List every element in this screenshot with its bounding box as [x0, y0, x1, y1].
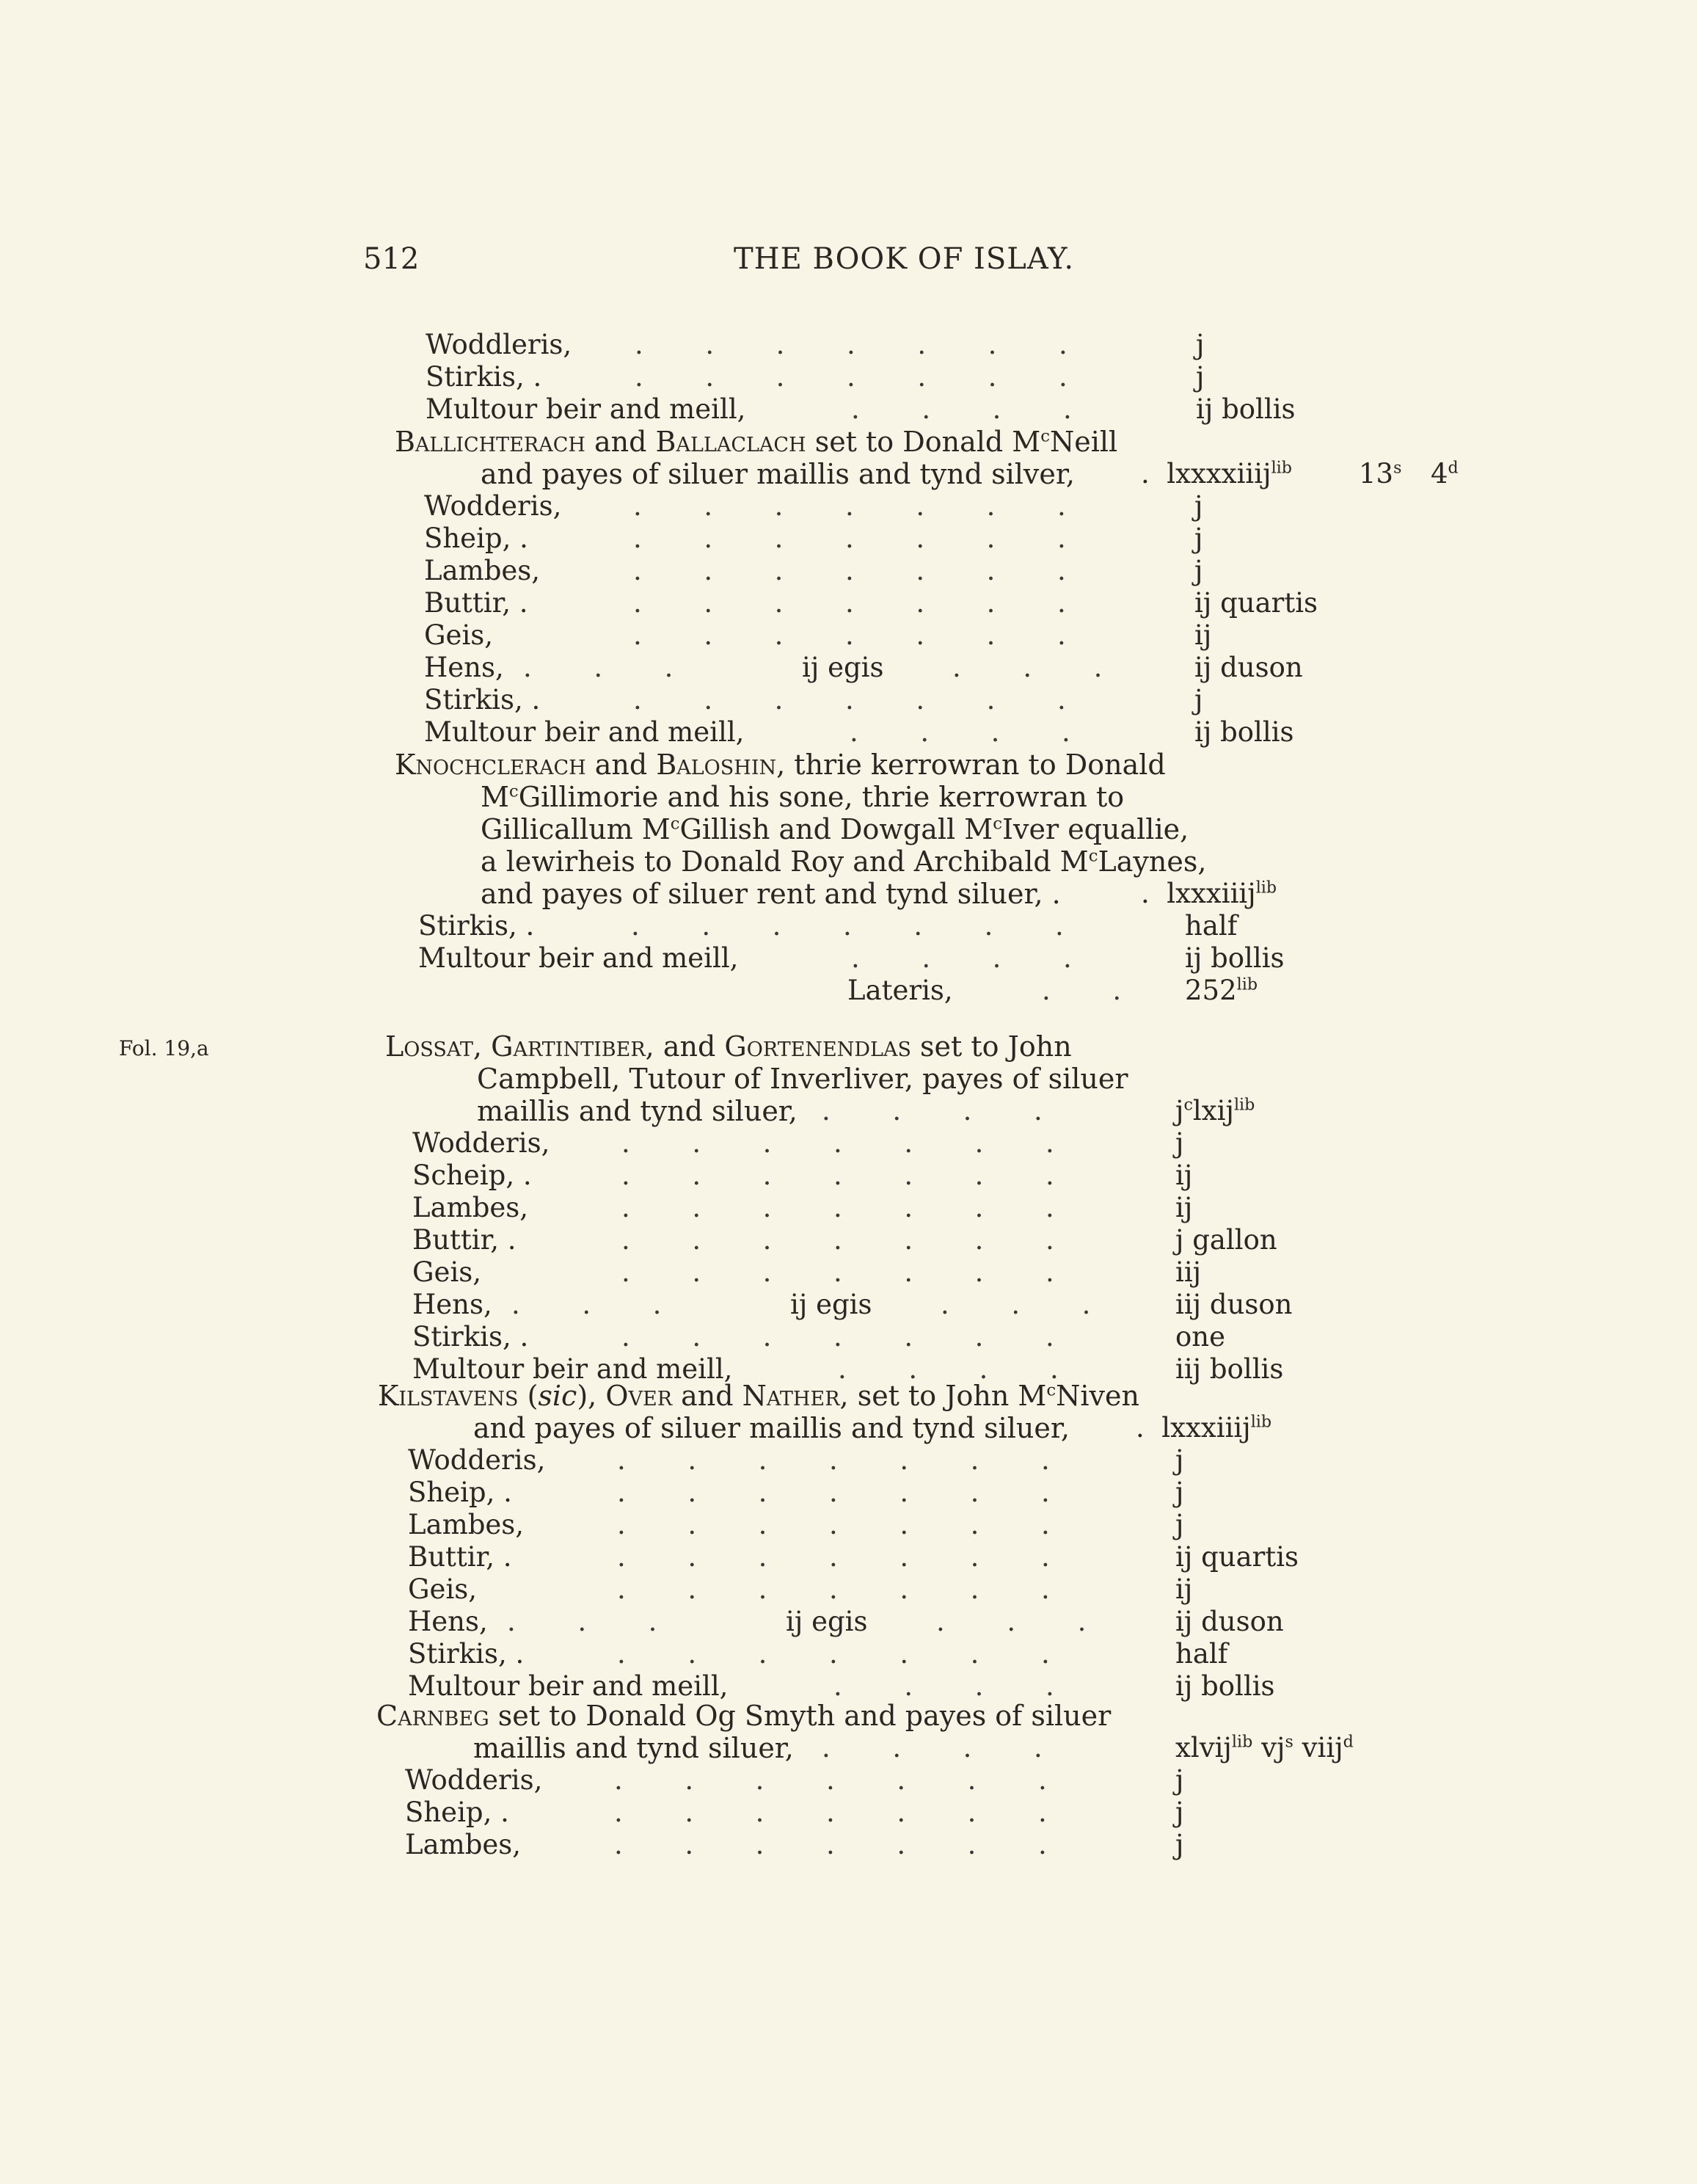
entry-value: iij bollis	[1175, 1353, 1284, 1385]
dot-leader: . . . .	[833, 1670, 1056, 1702]
dot-leader: . . . . . . .	[617, 1638, 1051, 1670]
dot-leader: . . . . . . .	[633, 587, 1068, 619]
dot-leader: . . . . . . .	[621, 1192, 1056, 1223]
entry-value: j	[1175, 1797, 1184, 1828]
entry-row	[412, 1127, 1219, 1160]
place-name: Carnbeg	[376, 1700, 489, 1732]
entry-heading-cont: maillis and tynd siluer,	[477, 1095, 798, 1127]
entry-row	[408, 1573, 1215, 1606]
entry-label: Multour beir and meill,	[424, 716, 745, 748]
entry-heading-cont: and payes of siluer maillis and tynd silver,	[481, 458, 1075, 490]
money-total: . lxxxiiij$^{lib}$	[1141, 878, 1277, 909]
entry-row	[424, 490, 1231, 523]
lateris-value: $252^{lib}$	[1185, 975, 1258, 1006]
entry-value: j	[1175, 1127, 1184, 1159]
page-number: 512	[363, 242, 420, 276]
entry-row	[408, 1477, 1215, 1509]
entry-label: Buttir, .	[424, 587, 528, 619]
entry-label: Stirkis, .	[418, 910, 535, 942]
entry-label: Hens,	[408, 1606, 488, 1637]
entry-label: Geis,	[424, 619, 494, 651]
entry-row	[408, 1638, 1228, 1670]
dot-leader: . . .	[511, 1289, 663, 1320]
entry-label: Lambes,	[424, 555, 541, 586]
entry-row	[405, 1764, 1212, 1797]
dot-leader: . . . . . . .	[621, 1160, 1056, 1191]
entry-row	[412, 1321, 1226, 1353]
entry-value: j gallon	[1175, 1224, 1277, 1256]
dot-leader: . . . . . . .	[633, 490, 1068, 522]
dot-leader: . . . . . . .	[617, 1509, 1051, 1540]
lateris-row: Lateris, . . $252^{lib}$	[847, 975, 1258, 1006]
entry-label: Wodderis,	[405, 1764, 543, 1796]
entry-value: j	[1175, 1444, 1184, 1476]
entry-value: j	[1175, 1509, 1184, 1540]
entry-label: Sheip, .	[424, 523, 528, 554]
entry-value: j	[1175, 1764, 1184, 1796]
dot-leader: . . . . . . .	[614, 1797, 1048, 1828]
entry-row	[405, 1797, 1212, 1829]
dot-leader: . . . .	[850, 716, 1072, 748]
entry-row: Stirkis, . . . . . . . . half	[418, 910, 1238, 942]
place-name: Ballaclach	[655, 426, 806, 458]
dot-leader: . . . . . . .	[614, 1829, 1048, 1860]
dot-leader: . . . . . . .	[617, 1573, 1051, 1605]
entry-heading-cont: a lewirheis to Donald Roy and Archibald $M^cLaynes$,	[481, 845, 1207, 878]
dot-leader: . . . . . . .	[617, 1477, 1051, 1508]
money-total: . lxxxxiiij$^{lib}$	[1141, 458, 1292, 489]
dot-leader: . . . . . . .	[617, 1541, 1051, 1573]
page-header	[363, 242, 1170, 286]
entry-row	[408, 1509, 1215, 1541]
entry-label: Hens,	[412, 1289, 492, 1320]
entry-label: Wodderis,	[424, 490, 562, 522]
dot-leader: . . . . . . .	[633, 555, 1068, 586]
entry-value: j	[1194, 490, 1203, 522]
place-name: Kilstavens	[378, 1380, 519, 1412]
money-shillings: 13$^s$	[1359, 458, 1402, 489]
entry-row	[424, 652, 1303, 684]
entry-row: Stirkis, . . . . . . . . j	[426, 361, 1205, 393]
entry-row	[408, 1541, 1299, 1573]
entry-value: ij	[1175, 1160, 1193, 1191]
entry-row	[424, 555, 1231, 587]
dot-leader: . . . . . . .	[614, 1764, 1048, 1796]
place-name: Gartintiber	[491, 1030, 646, 1063]
dot-leader: . . . . . . .	[633, 684, 1068, 716]
money-total: xlvij$^{lib}$ $vj^s$ viij$^d$	[1175, 1732, 1354, 1763]
dot-leader: . . . . . . .	[621, 1256, 1056, 1288]
place-name: Nather	[742, 1380, 840, 1412]
dot-leader: . . .	[523, 652, 675, 683]
entry-note: ij egis	[802, 652, 884, 683]
entry-label: Lambes,	[408, 1509, 525, 1540]
entry-value: ij duson	[1175, 1606, 1284, 1637]
entry-heading-cont: and payes of siluer maillis and tynd siluer,	[473, 1412, 1070, 1444]
entry-label: Stirkis, .	[424, 684, 541, 716]
dot-leader: . . . . . . .	[621, 1224, 1056, 1256]
entry-value: iij	[1175, 1256, 1202, 1288]
entry-label: Geis,	[408, 1573, 478, 1605]
dot-leader: . . . . . . .	[621, 1127, 1056, 1159]
entry-label: Geis,	[412, 1256, 482, 1288]
entry-heading-cont: maillis and tynd siluer,	[473, 1732, 794, 1764]
entry-label: Buttir, .	[408, 1541, 512, 1573]
entry-value: j	[1194, 684, 1203, 716]
entry-heading: Lossat, Gartintiber, and Gortenendlas set to John	[385, 1030, 1072, 1063]
entry-label: Lambes,	[405, 1829, 522, 1860]
dot-leader: . . . . . . .	[617, 1444, 1051, 1476]
entry-row	[405, 1829, 1212, 1861]
entry-value: iij duson	[1175, 1289, 1293, 1320]
entry-label: Buttir, .	[412, 1224, 517, 1256]
dots-leader: . . . .	[822, 1732, 1044, 1763]
entry-label: Lambes,	[412, 1192, 529, 1223]
entry-label: Stirkis, .	[412, 1321, 529, 1353]
dots-leader: . . . .	[822, 1095, 1044, 1126]
entry-row	[408, 1444, 1215, 1477]
dot-leader: . . . . . . .	[633, 619, 1068, 651]
place-name: Lossat	[385, 1030, 473, 1063]
entry-row	[412, 1224, 1277, 1256]
entry-row: Multour beir and meill, . . . . ij bollis	[418, 942, 1285, 974]
entry-row	[424, 716, 1294, 749]
entry-heading-cont: $M^cGillimorie$ and his sone, thrie kerrowran to	[481, 781, 1125, 813]
entry-label: Woddleris,	[426, 329, 572, 360]
entry-heading-cont: Campbell, Tutour of Inverliver, payes of siluer	[477, 1063, 1128, 1095]
entry-row	[424, 523, 1231, 555]
entry-row	[424, 587, 1318, 619]
dot-leader: . . .	[507, 1606, 659, 1637]
entry-value: j	[1175, 1477, 1184, 1508]
money-pence: 4$^d$	[1431, 458, 1459, 489]
entry-row: Woddleris, . . . . . . . j	[426, 329, 1205, 360]
entry-value: j	[1175, 1829, 1184, 1860]
dot-leader: . . . .	[838, 1353, 1060, 1385]
entry-label: Multour beir and meill,	[412, 1353, 733, 1385]
entry-row: Multour beir and meill, . . . . ij bollis	[426, 393, 1296, 425]
entry-value: j	[1194, 555, 1203, 586]
entry-label: Wodderis,	[408, 1444, 546, 1476]
entry-row	[424, 684, 1231, 716]
entry-note: ij egis	[786, 1606, 868, 1637]
entry-value: ij bollis	[1196, 393, 1296, 425]
dot-leader: . . . . . . .	[633, 523, 1068, 554]
place-name: Over	[605, 1380, 673, 1412]
entry-note: ij egis	[790, 1289, 872, 1320]
entry-row	[412, 1289, 1293, 1321]
entry-label: Multour beir and meill,	[426, 393, 746, 425]
entry-label: Sheip, .	[405, 1797, 509, 1828]
entry-row	[412, 1256, 1219, 1289]
entry-value: ij duson	[1194, 652, 1303, 683]
dot-leader: . . .	[941, 1289, 1092, 1320]
entry-row	[408, 1606, 1284, 1638]
entry-label: Stirkis, .	[408, 1638, 525, 1670]
entry-heading: Ballichterach and Ballaclach set to Donald $M^cNeill$	[395, 426, 1118, 458]
place-name: Baloshin	[656, 749, 777, 781]
place-name: Gortenendlas	[724, 1030, 911, 1063]
entry-value: ij	[1194, 619, 1212, 651]
entry-heading-cont: Gillicallum $M^cGillish$ and Dowgall $M^cIver$ equallie,	[481, 813, 1189, 845]
entry-label: Multour beir and meill,	[418, 942, 739, 974]
entry-row	[408, 1670, 1275, 1703]
entry-heading: Knochclerach and Baloshin, thrie kerrowran to Donald	[395, 749, 1166, 781]
entry-value: ij bollis	[1194, 716, 1294, 748]
money-total: $j^clxij^{lib}$	[1175, 1095, 1255, 1126]
dot-leader: . . .	[952, 652, 1104, 683]
entry-heading-cont: and payes of siluer rent and tynd siluer, .	[481, 878, 1061, 910]
entry-value: ij quartis	[1194, 587, 1318, 619]
entry-label: Multour beir and meill,	[408, 1670, 729, 1702]
place-name: Ballichterach	[395, 426, 585, 458]
entry-value: j	[1194, 523, 1203, 554]
entry-label: Wodderis,	[412, 1127, 550, 1159]
entry-row	[424, 619, 1231, 652]
running-title: THE BOOK OF ISLAY.	[734, 242, 1075, 276]
entry-value: half	[1175, 1638, 1228, 1670]
entry-value: half	[1185, 910, 1238, 942]
entry-value: j	[1196, 361, 1205, 393]
entry-heading: Kilstavens (sic), Over and Nather, set to John $M^cNiven$	[378, 1380, 1139, 1412]
entry-label: Scheip, .	[412, 1160, 532, 1191]
entry-value: ij bollis	[1185, 942, 1285, 974]
entry-label: Hens,	[424, 652, 504, 683]
money-total: . lxxxiiij$^{lib}$	[1136, 1412, 1272, 1444]
folio-margin-note: Fol. 19,a	[119, 1036, 209, 1060]
entry-row	[412, 1192, 1219, 1224]
entry-label: Stirkis, .	[426, 361, 542, 393]
entry-row	[412, 1160, 1219, 1192]
lateris-label: Lateris,	[847, 975, 953, 1006]
entry-value: j	[1196, 329, 1205, 360]
entry-heading: Carnbeg set to Donald Og Smyth and payes of siluer	[376, 1700, 1112, 1732]
place-name: Knochclerach	[395, 749, 586, 781]
dot-leader: . . . . . . .	[621, 1321, 1056, 1353]
entry-value: ij quartis	[1175, 1541, 1299, 1573]
entry-value: ij	[1175, 1192, 1193, 1223]
entry-value: ij bollis	[1175, 1670, 1275, 1702]
entry-value: ij	[1175, 1573, 1193, 1605]
entry-value: one	[1175, 1321, 1226, 1353]
entry-label: Sheip, .	[408, 1477, 512, 1508]
dot-leader: . . .	[936, 1606, 1088, 1637]
